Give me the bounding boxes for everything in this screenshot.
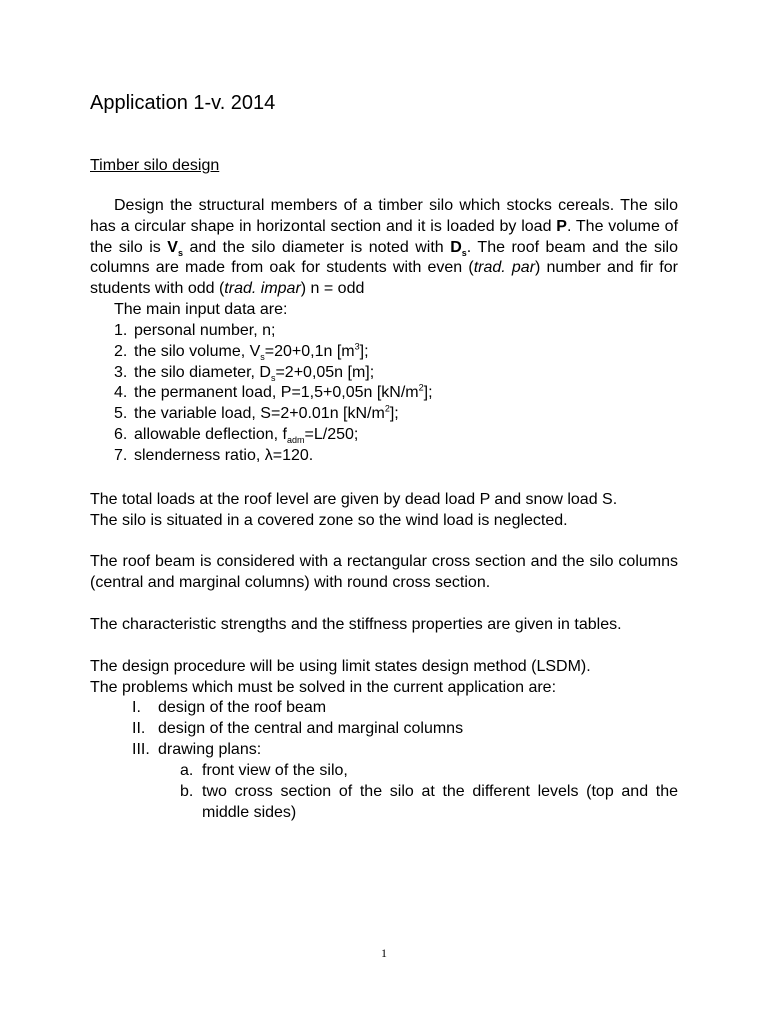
- paragraph-line: The silo is situated in a covered zone so the wind load is neglected.: [90, 511, 568, 529]
- load-symbol: P: [556, 217, 567, 235]
- intro-text: and the silo diameter is noted with: [182, 238, 451, 256]
- diameter-symbol: $D_s$: [450, 238, 467, 258]
- loads-paragraph: [90, 490, 678, 532]
- paragraph-line: The total loads at the roof level are given by dead load P and snow load S.: [90, 491, 618, 508]
- intro-text: . The roof beam and the silo columns are made from oak for students with even (: [90, 238, 679, 277]
- translation-note: trad. par: [473, 259, 536, 277]
- intro-paragraph: [90, 196, 678, 300]
- intro-text: ) number and fir for students with odd (: [90, 259, 678, 298]
- procedure-line: The design procedure will be using limit states design method (LSDM).: [90, 658, 591, 675]
- intro-text: ) n = odd: [300, 280, 365, 298]
- section-heading: Timber silo design: [90, 157, 220, 174]
- list-item: a. front view of the silo,: [180, 762, 348, 779]
- problems-list: [132, 698, 463, 760]
- intro-text: Design the structural members of a timber silo which stocks cereals. The silo has a circular shape in horizontal section and it is loaded by load: [90, 197, 678, 235]
- list-item: 6. allowable deflection, $f_{adm}=L/250$;: [114, 425, 359, 446]
- lambda-symbol: λ: [264, 446, 273, 464]
- list-item: 2. the silo volume, $V_s=20+0,1n$ $[m^3]$;: [114, 341, 369, 362]
- list-item: 5. the variable load, S=2+0.01n $[kN/m^2]$;: [114, 403, 399, 423]
- translation-note: trad. impar: [224, 280, 301, 298]
- list-item: 7. slenderness ratio, λ=120.: [114, 446, 314, 464]
- list-item: 3. the silo diameter, $D_s=2+0,05n$ [m];: [114, 363, 375, 383]
- list-item: 4. the permanent load, P=1,5+0,05n $[kN/m^2]$;: [114, 383, 433, 402]
- volume-symbol: $V_s$: [167, 238, 183, 258]
- list-item: III. drawing plans:: [132, 740, 262, 758]
- plans-list: [180, 761, 678, 823]
- list-item: b. two cross section of the silo at the different levels (top and the middle sides): [180, 782, 678, 821]
- input-data-label: The main input data are:: [114, 301, 288, 318]
- document-title: Application 1-v. 2014: [90, 92, 276, 114]
- strengths-paragraph: The characteristic strengths and the stiffness properties are given in tables.: [90, 616, 622, 633]
- list-item: II. design of the central and marginal columns: [132, 719, 464, 737]
- problems-line: The problems which must be solved in the current application are:: [90, 679, 557, 696]
- page-number: 1: [381, 946, 387, 960]
- input-data-list: [114, 321, 433, 467]
- list-item: 1. personal number, n;: [114, 322, 276, 339]
- list-item: I. design of the roof beam: [132, 699, 327, 716]
- sections-paragraph: The roof beam is considered with a rectangular cross section and the silo columns (central and marginal columns) with round cross section.: [90, 553, 678, 591]
- intro-text: . The volume of the silo is: [90, 217, 679, 256]
